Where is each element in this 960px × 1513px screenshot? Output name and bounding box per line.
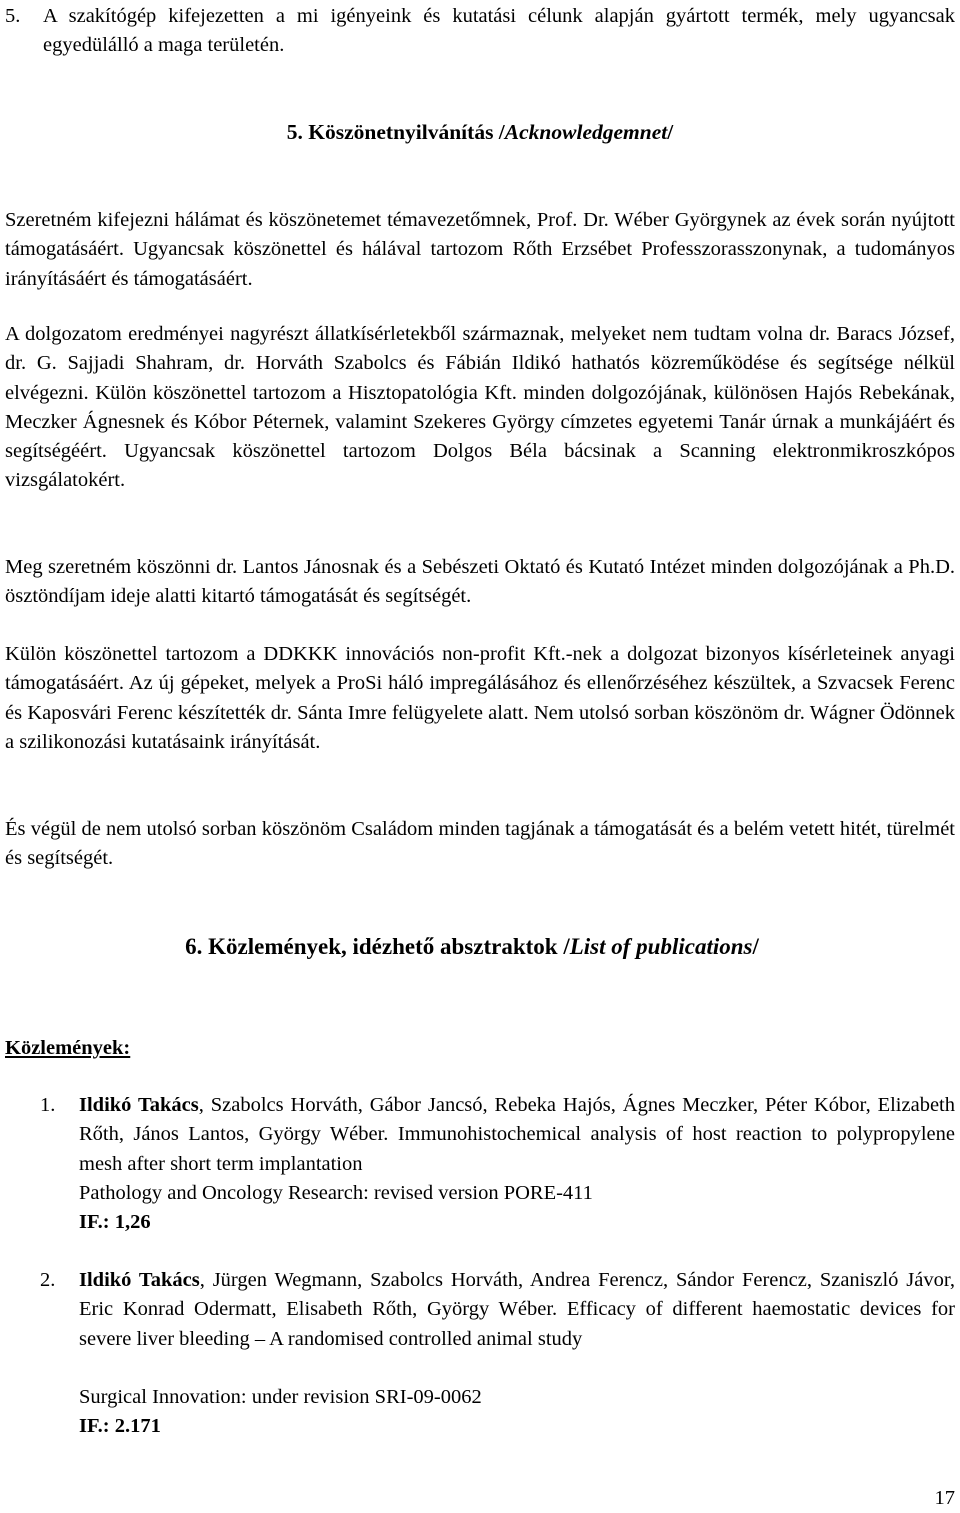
publication-lead-author: Ildikó Takács — [79, 1094, 199, 1116]
publications-heading — [0, 932, 952, 961]
acknowledgement-paragraph-5: És végül de nem utolsó sorban köszönöm Családom minden tagjának a támogatását és a belém vetett hitét, türelmét és segítségét. — [5, 818, 955, 870]
previous-item-text: A szakítógép kifejezetten a mi igényeink és kutatási célunk alapján gyártott termék, mely ugyancsak egyedülálló a maga területén. — [43, 5, 955, 57]
publication-impact-factor: IF.: 1,26 — [79, 1211, 151, 1233]
page-number: 17 — [934, 1487, 955, 1509]
publication-number: 2. — [40, 1269, 56, 1291]
publication-title: Efficacy of different haemostatic devices for severe liver bleeding – A randomised controlled animal study — [79, 1298, 955, 1350]
previous-item-number: 5. — [5, 5, 21, 27]
publication-title: Immunohistochemical analysis of host reaction to polypropylene mesh after short term implantation — [79, 1123, 955, 1175]
publication-coauthors: , Jürgen Wegmann, Szabolcs Horváth, Andrea Ferencz, Sándor Ferencz, Szaniszló Jávor, Eric Konrad Odermatt, Elisabeth Rőth, György Wéber. — [79, 1269, 955, 1321]
acknowledgement-paragraph-1: Szeretném kifejezni hálámat és köszönetemet témavezetőmnek, Prof. Dr. Wéber Györgynek az évek során nyújtott támogatásáért. Ugyancsak köszönettel és hálával tartozom Rőth Erzsébet Professzorasszonynak, a tudományos irányításáért és támogatásáért. — [5, 209, 955, 290]
publication-journal: Surgical Innovation: under revision SRI-09-0062 — [79, 1386, 482, 1408]
publication-journal: Pathology and Oncology Research: revised version PORE-411 — [79, 1182, 593, 1204]
acknowledgement-heading-english: Acknowledgemnet — [504, 120, 668, 144]
acknowledgement-heading-suffix: / — [667, 120, 674, 144]
acknowledgement-heading — [0, 118, 960, 147]
publication-entry — [79, 1091, 955, 1179]
publication-entry — [79, 1266, 955, 1354]
acknowledgement-heading-prefix: 5. Köszönetnyilvánítás / — [286, 120, 505, 144]
previous-list-item — [5, 2, 955, 61]
acknowledgement-paragraph-2: A dolgozatom eredményei nagyrészt állatkísérletekből származnak, melyeket nem tudtam volna dr. Baracs József, dr. G. Sajjadi Shahram, dr. Horváth Szabolcs és Fábián Ildikó hathatós közreműködése és segítsége nélkül elvégezni. Külön köszönettel tartozom a Hisztopatológia Kft. minden dolgozójának, különösen Hajós Rebekának, Meczker Ágnesnek és Kóbor Péternek, valamint Szekeres György címzetes egyetemi Tanár úrnak a munkájáért és segítségéért. Ugyancsak köszönettel tartozom Dolgos Béla bácsinak a Scanning elektronmikroszkópos vizsgálatokért. — [5, 323, 955, 492]
publication-impact-factor: IF.: 2.171 — [79, 1415, 161, 1437]
publication-coauthors: , Szabolcs Horváth, Gábor Jancsó, Rebeka Hajós, Ágnes Meczker, Péter Kóbor, Elizabeth Rőth, János Lantos, György Wéber. — [79, 1094, 955, 1146]
acknowledgement-paragraph-3: Meg szeretném köszönni dr. Lantos Jánosnak és a Sebészeti Oktató és Kutató Intézet minden dolgozójának a Ph.D. ösztöndíjam ideje alatti kitartó támogatását és segítségét. — [5, 556, 955, 608]
publication-lead-author: Ildikó Takács — [79, 1269, 200, 1291]
publications-heading-prefix: 6. Közlemények, idézhető absztraktok / — [185, 934, 570, 959]
publications-heading-suffix: / — [752, 934, 759, 959]
publications-subheading: Közlemények: — [5, 1037, 131, 1059]
acknowledgement-paragraph-4: Külön köszönettel tartozom a DDKKK innovációs non-profit Kft.-nek a dolgozat bizonyos kísérleteinek anyagi támogatásáért. Az új gépeket, melyek a ProSi háló impregálásához és ellenőrzéséhez készültek, a Szvacsek Ferenc és Kaposvári Ferenc készítették dr. Sánta Imre felügyelete alatt. Nem utolsó sorban köszönöm dr. Wágner Ödönnek a szilikonozási kutatásaink irányítását. — [5, 643, 955, 753]
publication-number: 1. — [40, 1094, 56, 1116]
publications-heading-english: List of publications — [569, 934, 753, 959]
